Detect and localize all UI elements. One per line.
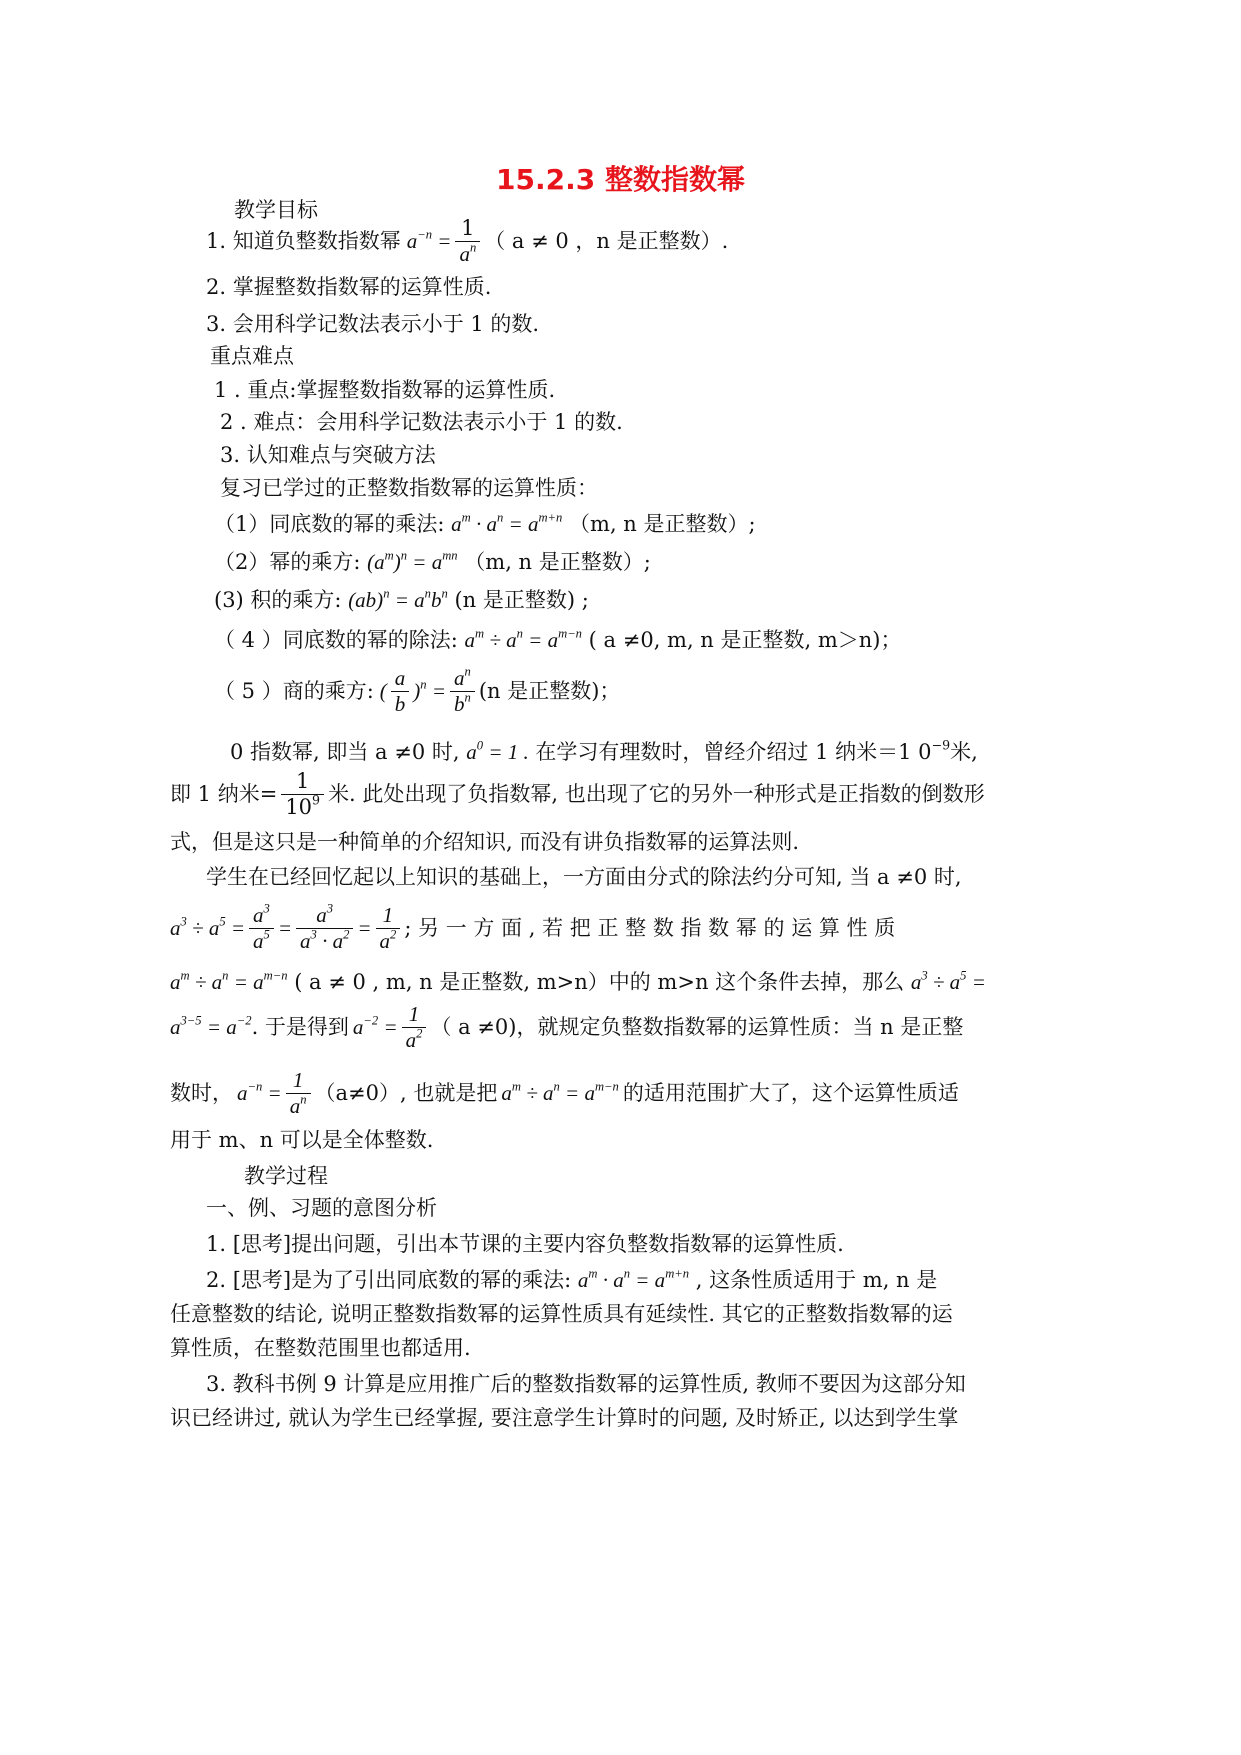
paragraph-2-line-5: 数时， $a^{-n}$ = $\frac{1}{a^n}$ （a≠0）, 也就是把 $a^m \div a^n = a^{m-n}$ 的适用范围扩大了，这个运算性质适	[170, 1068, 959, 1118]
paragraph-1-line-3: 式，但是这只是一种简单的介绍知识, 而没有讲负指数幂的运算法则.	[170, 830, 800, 854]
fraction-1-over-a2-b: $\frac{1}{a^2}$	[402, 1002, 427, 1051]
paragraph-2-line-6: 用于 m、n 可以是全体整数.	[170, 1128, 434, 1152]
key-point-2: 2 . 难点：会用科学记数法表示小于 1 的数.	[220, 410, 623, 434]
process-item-3-cont: 识已经讲过, 就认为学生已经掌握, 要注意学生计算时的问题, 及时矫正, 以达到学生掌	[170, 1406, 959, 1430]
section-heading-goals: 教学目标	[234, 198, 318, 222]
property-4: （ 4 ）同底数的幂的除法: $a^m \div a^n = a^{m-n}$ ( a ≠0, m, n 是正整数, m＞n)；	[214, 626, 902, 652]
formula-quotient-rule: $a^m \div a^n = a^{m-n}$	[464, 626, 582, 652]
section-heading-key-points: 重点难点	[210, 344, 294, 368]
property-1: （1）同底数的幂的乘法: $a^m \cdot a^n = a^{m+n}$ （m, n 是正整数）;	[214, 510, 756, 536]
fraction-1-over-an-b: $\frac{1}{a^n}$	[286, 1068, 311, 1117]
goal-1-condition: （ a ≠ 0 ，n 是正整数）.	[484, 228, 729, 253]
goal-2: 2. 掌握整数指数幂的运算性质.	[206, 275, 492, 299]
paragraph-2-line-2: $a^3 \div a^5$ = $\frac{a^3}{a^5}$ = $\frac{a^3}{a^3 \cdot a^2}$ = $\frac{1}{a^2}$ ; 另 一 方 面 , 若 把 正 整 数 指 数 幂 的 运 算 性 质	[170, 901, 896, 953]
section-heading-process: 教学过程	[244, 1164, 328, 1188]
paragraph-1-line-2: 即 1 纳米= $\frac{1}{10^9}$ 米. 此处出现了负指数幂, 也出现了它的另外一种形式是正指数的倒数形	[170, 769, 985, 819]
process-item-1: 1. [思考]提出问题，引出本节课的主要内容负整数指数幂的运算性质.	[206, 1232, 844, 1256]
paragraph-1-line-1: 0 指数幂, 即当 a ≠0 时, $a^0 = 1$ . 在学习有理数时，曾经介绍过 1 纳米＝1 $0^{-9}$米,	[230, 737, 978, 764]
key-point-3: 3. 认知难点与突破方法	[220, 443, 436, 467]
property-3: (3) 积的乘方: $(ab)^n = a^nb^n$ (n 是正整数) ;	[214, 586, 589, 612]
paragraph-2-line-4: $a^{3-5} = a^{-2}$ . 于是得到 $a^{-2}$ = $\frac{1}{a^2}$ （ a ≠0)，就规定负整数指数幂的运算性质：当 n 是正整	[170, 1002, 964, 1052]
review-intro: 复习已学过的正整数指数幂的运算性质：	[220, 476, 598, 500]
property-2: （2）幂的乘方: $(a^m)^n = a^{mn}$ （m, n 是正整数）;	[214, 548, 651, 574]
process-item-3: 3. 教科书例 9 计算是应用推广后的整数指数幂的运算性质, 教师不要因为这部分知	[206, 1372, 966, 1396]
fraction-a3-over-a5: $\frac{a^3}{a^5}$	[249, 903, 274, 952]
fraction-a-over-b: $\frac{a}{b}$	[391, 666, 410, 715]
fraction-1-over-an: $\frac{1}{a^n}$	[455, 216, 480, 265]
paragraph-2-line-1: 学生在已经回忆起以上知识的基础上，一方面由分式的除法约分可知, 当 a ≠0 时,	[206, 865, 962, 889]
formula-product-power: $(ab)^n = a^nb^n$	[348, 586, 448, 612]
goal-1	[206, 214, 728, 268]
process-item-2: 2. [思考]是为了引出同底数的幂的乘法: $a^m \cdot a^n = a^{m+n}$ , 这条性质适用于 m, n 是	[206, 1266, 938, 1292]
fraction-an-over-bn: $\frac{a^n}{b^n}$	[450, 666, 475, 715]
paragraph-2-line-3: $a^m \div a^n = a^{m-n}$ ( a ≠ 0 , m, n 是正整数, m>n）中的 m>n 这个条件去掉，那么 $a^3 \div a^5$ =	[170, 968, 986, 994]
process-subheading: 一、例、习题的意图分析	[206, 1196, 437, 1220]
property-5: （ 5 ）商的乘方: ( $\frac{a}{b}$ )$^n$ = $\frac{a^n}{b^n}$ (n 是正整数)；	[214, 664, 621, 716]
goal-3: 3. 会用科学记数法表示小于 1 的数.	[206, 312, 540, 336]
process-item-2-cont-1: 任意整数的结论, 说明正整数指数幂的运算性质具有延续性. 其它的正整数指数幂的运	[170, 1302, 953, 1326]
formula-power-rule: $(a^m)^n = a^{mn}$	[367, 548, 458, 574]
process-item-2-cont-2: 算性质，在整数范围里也都适用.	[170, 1336, 471, 1360]
goal-1-text: 1. 知道负整数指数幂	[206, 228, 401, 253]
formula-neg-exp: $a^{-n}$ =	[406, 227, 452, 253]
fraction-1-over-a2: $\frac{1}{a^2}$	[376, 903, 401, 952]
fraction-a3-over-a3a2: $\frac{a^3}{a^3 \cdot a^2}$	[296, 903, 353, 952]
formula-zero-exp: $a^0 = 1$ .	[466, 738, 529, 764]
key-point-1: 1 . 重点:掌握整数指数幂的运算性质.	[214, 378, 556, 402]
page-title: 15.2.3 整数指数幂	[496, 163, 745, 196]
fraction-1-over-10-9: $\frac{1}{10^9}$	[281, 769, 324, 818]
formula-product-rule: $a^m \cdot a^n = a^{m+n}$	[451, 510, 563, 536]
